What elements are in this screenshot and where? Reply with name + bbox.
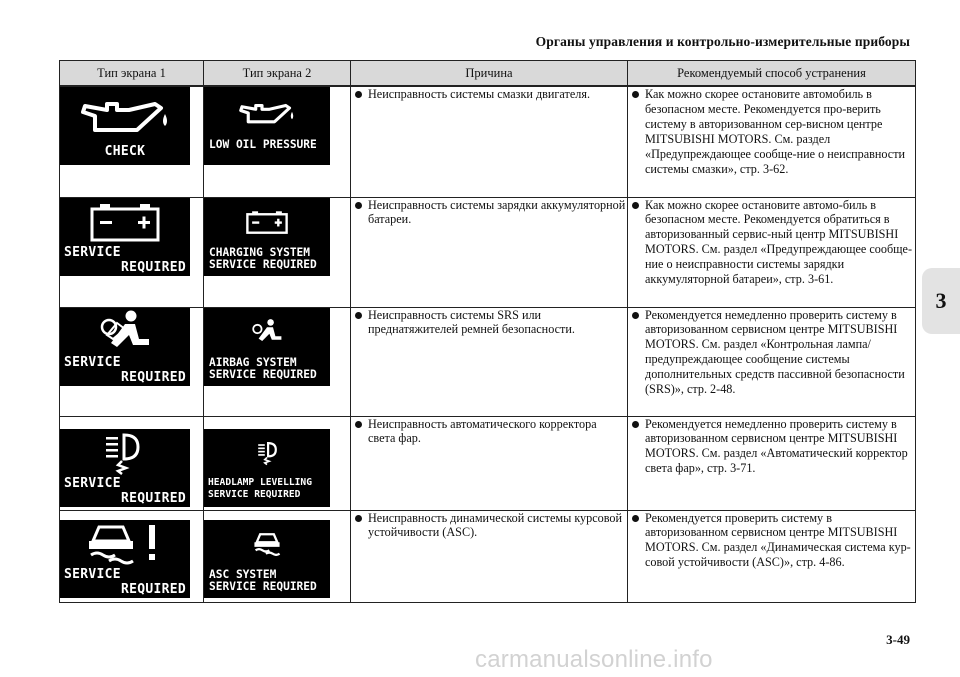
display-screen2-battery (204, 198, 330, 276)
remedy-text: Рекомендуется немедленно проверить систему в авторизованном сервисном центре MITSUBISHI MOTORS. См. раздел «Контрольная лампа/ предупреждающее сообщение системы дополнительных средств пассивной безопасности (SRS)», стр. 2-48. (628, 308, 915, 397)
remedy-cell (628, 307, 916, 416)
display-screen2-airbag (204, 308, 330, 386)
display-text-line2: REQUIRED (120, 490, 186, 506)
display-text-line1: SERVICE (64, 244, 121, 260)
display-text-line1: HEADLAMP LEVELLING (208, 476, 312, 488)
screen2-cell (204, 86, 351, 197)
cause-cell (351, 86, 628, 197)
screen1-cell (60, 197, 204, 307)
airbag-icon (95, 309, 155, 355)
remedy-cell (628, 86, 916, 197)
remedy-text: Как можно скорее остановите автомо-биль в безопасном месте. Рекомендуется обратиться в авторизованный сервис-ный центр MITSUBISHI MOTORS. См. раздел «Предупреждающее сообще-ние о неисправности системы зарядки аккумуляторной батареи», стр. 3-61. (628, 198, 915, 287)
display-text-line2: SERVICE REQUIRED (209, 258, 317, 271)
asc-skid-icon (251, 532, 283, 556)
display-text-line2: REQUIRED (120, 259, 186, 275)
column-header-screen2: Тип экрана 2 (204, 61, 351, 87)
cause-text: Неисправность системы зарядки аккумуляторной батареи. (351, 198, 627, 228)
display-text-line2: SERVICE REQUIRED (209, 368, 317, 381)
table-row (60, 197, 916, 307)
display-screen2-oil (204, 87, 330, 165)
cause-text: Неисправность динамической системы курсовой устойчивости (ASC). (351, 511, 627, 541)
remedy-text: Рекомендуется немедленно проверить систему в авторизованном сервисном центре MITSUBISHI MOTORS. См. раздел «Автоматический корректор света фар», стр. 3-71. (628, 417, 915, 477)
page-number: 3-49 (886, 632, 910, 647)
cause-cell (351, 510, 628, 602)
table-row (60, 510, 916, 602)
airbag-icon (249, 318, 285, 346)
oil-can-icon (77, 96, 173, 136)
screen2-cell (204, 197, 351, 307)
table-row (60, 86, 916, 197)
display-text-line2: REQUIRED (120, 581, 186, 597)
display-screen1-oil (60, 87, 190, 165)
screen2-cell (204, 307, 351, 416)
display-screen2-headlamp (204, 429, 330, 507)
display-text-line2: REQUIRED (120, 369, 186, 385)
remedy-text: Рекомендуется проверить систему в авторизованном сервисном центре MITSUBISHI MOTORS. См. раздел «Динамическая система кур-совой устойчивости (ASC)», стр. 4-86. (628, 511, 915, 571)
screen1-cell (60, 86, 204, 197)
display-screen1-headlamp (60, 429, 190, 507)
cause-text: Неисправность автоматического корректора света фар. (351, 417, 627, 447)
column-header-screen1: Тип экрана 1 (60, 61, 204, 87)
remedy-text: Как можно скорее остановите автомобиль в безопасном месте. Рекомендуется про-верить систему в авторизованном сер-висном центре MITSUBISHI MOTORS. См. раздел «Предупреждающее сообще-ние о неисправности системы смазки», стр. 3-62. (628, 87, 915, 176)
display-text-line1: CHARGING SYSTEM (209, 245, 311, 259)
display-text-line1: ASC SYSTEM (209, 567, 277, 581)
remedy-cell (628, 197, 916, 307)
cause-text: Неисправность системы SRS или преднатяжителей ремней безопасности. (351, 308, 627, 338)
warning-messages-table (59, 60, 916, 603)
page-header-title: Органы управления и контрольно-измерительные приборы (535, 34, 910, 49)
screen2-cell (204, 416, 351, 510)
chapter-tab: 3 (922, 268, 960, 334)
oil-can-icon (237, 100, 297, 126)
remedy-cell (628, 416, 916, 510)
display-screen1-airbag (60, 308, 190, 386)
screen1-cell (60, 510, 204, 602)
screen1-cell (60, 416, 204, 510)
headlamp-leveling-icon (256, 440, 278, 466)
display-text-line1: SERVICE (64, 354, 121, 370)
cause-cell (351, 197, 628, 307)
display-text-line1: LOW OIL PRESSURE (209, 137, 317, 151)
table-row (60, 416, 916, 510)
display-text-line1: AIRBAG SYSTEM (209, 355, 297, 369)
column-header-remedy: Рекомендуемый способ устранения (628, 61, 916, 87)
cause-cell (351, 416, 628, 510)
display-text-line2: SERVICE REQUIRED (209, 580, 317, 593)
battery-icon (88, 202, 162, 242)
column-header-cause: Причина (351, 61, 628, 87)
display-text-line1: CHECK (104, 144, 146, 159)
screen2-cell (204, 510, 351, 602)
battery-icon (245, 210, 289, 234)
display-text-line1: SERVICE (64, 475, 121, 491)
table-row (60, 307, 916, 416)
remedy-cell (628, 510, 916, 602)
display-screen1-asc (60, 520, 190, 598)
headlamp-leveling-icon (102, 431, 142, 475)
cause-text: Неисправность системы смазки двигателя. (351, 87, 627, 102)
asc-skid-icon (83, 523, 167, 565)
watermark: carmanualsonline.info (475, 646, 713, 673)
display-screen2-asc (204, 520, 330, 598)
table-header-row (60, 61, 916, 87)
cause-cell (351, 307, 628, 416)
screen1-cell (60, 307, 204, 416)
display-text-line1: SERVICE (64, 566, 121, 582)
display-screen1-battery (60, 198, 190, 276)
display-text-line2: SERVICE REQUIRED (208, 488, 301, 500)
